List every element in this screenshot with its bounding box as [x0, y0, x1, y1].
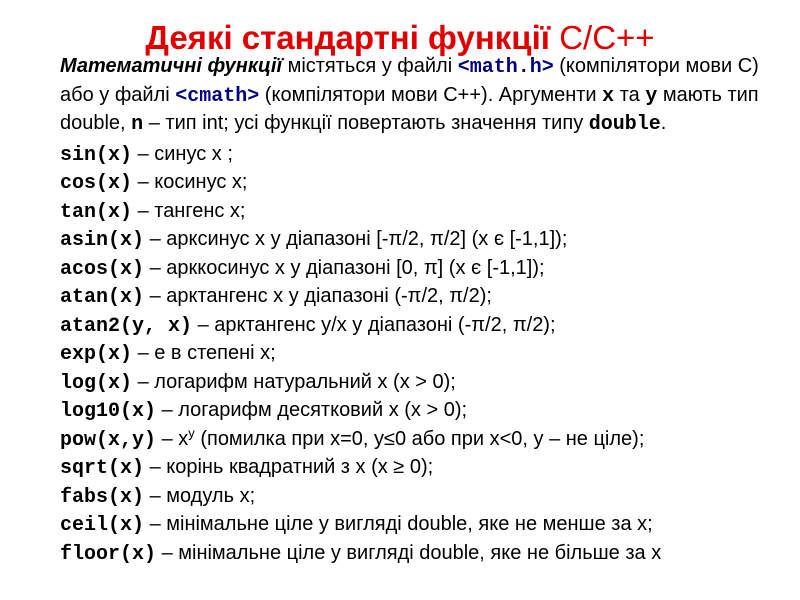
function-desc: – арксинус х у діапазоні [-π/2, π/2] (х є [-1,1]);: [144, 228, 568, 250]
function-name: atan(x): [60, 286, 145, 309]
function-list: [60, 141, 780, 569]
intro-text-4: та: [614, 83, 646, 106]
function-item-floor: [60, 540, 780, 569]
function-item-acos: [60, 255, 780, 284]
intro-paragraph: [60, 53, 780, 139]
function-desc: – е в степені х;: [132, 342, 276, 364]
intro-text-3: (компілятори мови С++). Аргументи: [259, 83, 603, 106]
function-desc: – модуль х;: [144, 484, 256, 507]
function-desc-pre: – х: [156, 427, 189, 450]
function-item-cos: [60, 169, 780, 198]
function-name: floor(x): [60, 542, 157, 566]
function-name: fabs(x): [60, 485, 145, 509]
function-item-sin: [60, 141, 780, 170]
intro-text-2: (компілятори мови С) або у файлі: [60, 55, 759, 106]
function-item-exp: [60, 340, 780, 369]
function-name: ceil(x): [60, 514, 145, 537]
function-name: exp(x): [60, 343, 133, 366]
intro-text-1: містяться у файлі: [282, 55, 458, 77]
function-desc: – мінімальне ціле у вигляді double, яке не більше за х: [156, 541, 662, 564]
slide-title-bold: Деякі стандартні функції: [145, 19, 551, 56]
function-name: log(x): [60, 371, 133, 395]
header-file-math-h: <math.h>: [457, 56, 554, 79]
function-desc: – арккосинус х у діапазоні [0, π] (х є [-1,1]);: [144, 256, 545, 279]
slide-content: [60, 53, 780, 568]
function-desc: (помилка при х=0, у≤0 або при х<0, у – не ціле);: [194, 427, 645, 450]
function-desc: – косинус х;: [132, 171, 248, 193]
function-desc: – тангенс х;: [132, 199, 246, 222]
function-desc-superscript: у: [188, 424, 195, 440]
header-file-cmath: <cmath>: [175, 84, 260, 108]
function-desc: – корінь квадратний з х (х ≥ 0);: [144, 456, 434, 478]
function-desc: – логарифм натуральний х (х > 0);: [132, 370, 456, 393]
function-desc: – арктангенс у/х у діапазоні (-π/2, π/2);: [192, 313, 556, 336]
intro-text-6: – тип int; усі функції повертають значення типу: [143, 112, 589, 134]
slide-title-rest: C/C++: [550, 19, 655, 56]
intro-type-double: double: [588, 113, 661, 136]
function-name: atan2(y, x): [60, 314, 193, 338]
intro-arg-x: x: [602, 84, 615, 108]
intro-text-5: мають тип double,: [60, 83, 759, 134]
function-name: acos(x): [60, 257, 145, 281]
function-name: tan(x): [60, 200, 133, 224]
function-desc: – арктангенс х у діапазоні (-π/2, π/2);: [144, 285, 492, 307]
function-item-pow: [60, 426, 780, 455]
intro-arg-y: y: [645, 84, 658, 108]
function-name: log10(x): [60, 400, 157, 423]
intro-text-7: .: [660, 112, 667, 134]
function-item-ceil: [60, 511, 780, 540]
slide-title: [0, 18, 800, 58]
function-item-log10: [60, 397, 780, 426]
function-item-log: [60, 369, 780, 398]
function-desc: – синус х ;: [132, 142, 233, 165]
intro-lead: Математичні функції: [60, 55, 283, 77]
function-item-sqrt: [60, 454, 780, 483]
function-item-tan: [60, 198, 780, 227]
function-desc: – логарифм десятковий х (х > 0);: [156, 399, 468, 421]
function-name: sin(x): [60, 143, 133, 167]
function-name: sqrt(x): [60, 457, 145, 480]
intro-arg-n: n: [131, 113, 144, 136]
function-item-fabs: [60, 483, 780, 512]
function-desc: – мінімальне ціле у вигляді double, яке не менше за х;: [144, 513, 653, 535]
function-item-atan: [60, 283, 780, 312]
function-item-asin: [60, 226, 780, 255]
function-item-atan2: [60, 312, 780, 341]
function-name: cos(x): [60, 172, 133, 195]
function-name: pow(x,y): [60, 428, 157, 452]
function-name: asin(x): [60, 229, 145, 252]
